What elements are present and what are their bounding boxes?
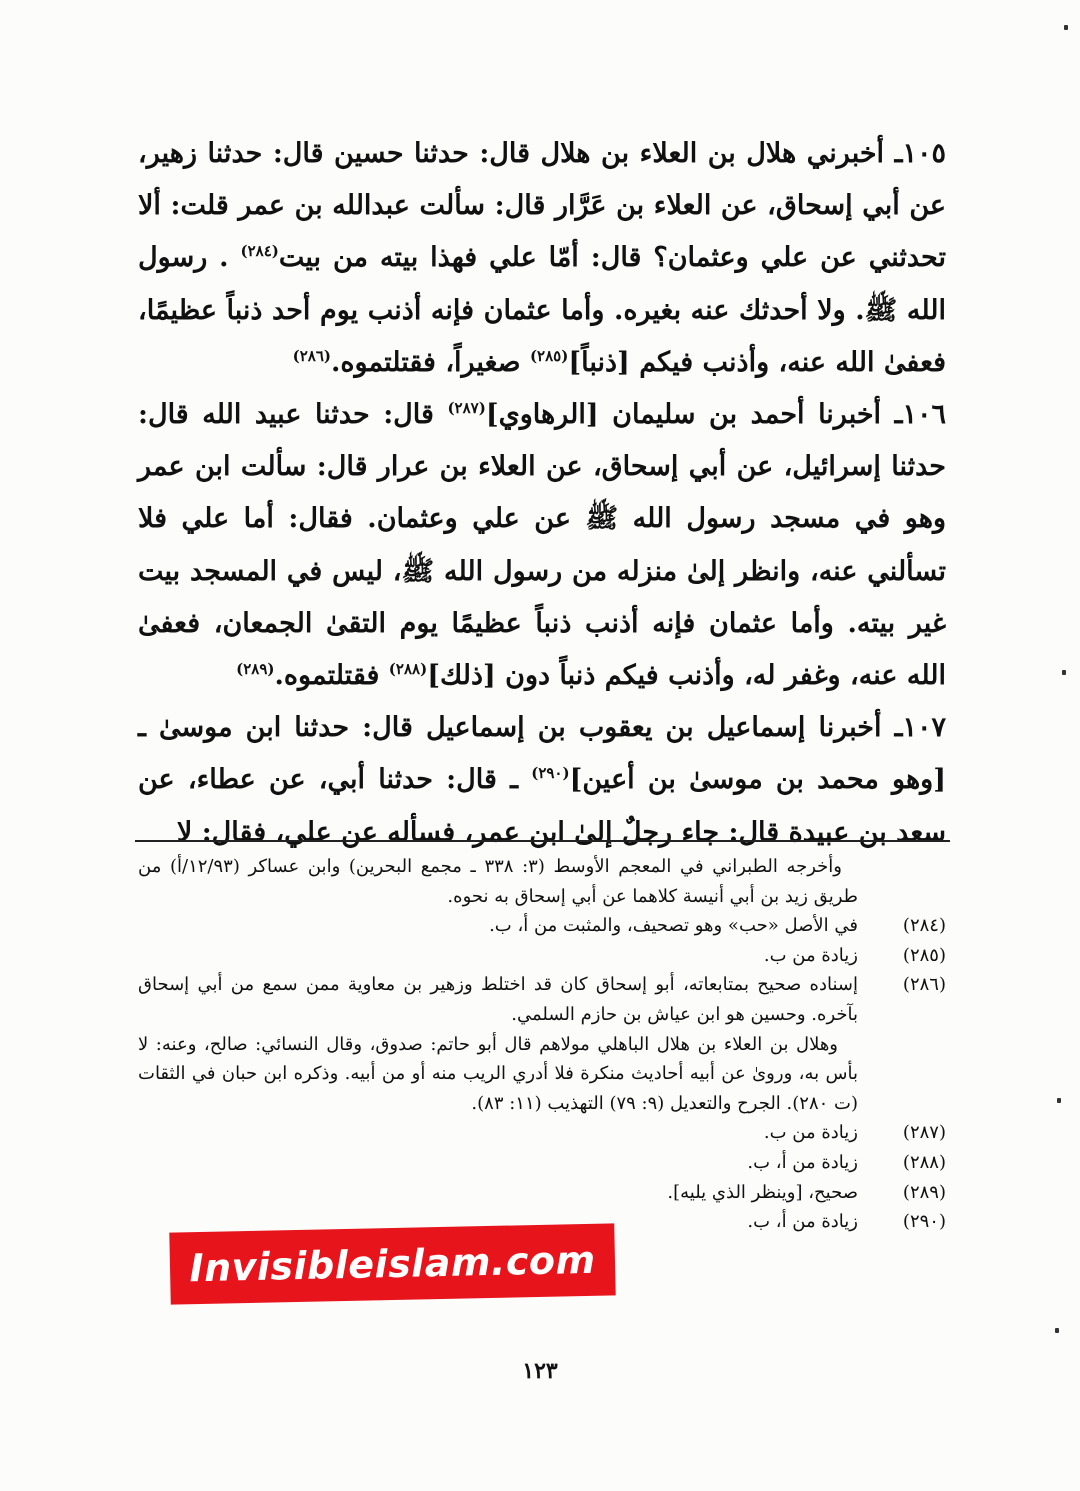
footnote-ref[interactable]: (٢٨٧): [447, 399, 486, 418]
watermark-banner: [169, 1223, 615, 1304]
footnote-number: (٢٨٨): [902, 1151, 946, 1173]
footnote-separator: [135, 840, 950, 842]
footnote-ref[interactable]: (٢٩٠): [531, 764, 570, 783]
footnote-text: في الأصل «حب» وهو تصحيف، والمثبت من أ، ب.: [489, 915, 858, 937]
footnote-text: صحيح، [وينظر الذي يليه].: [667, 1181, 858, 1203]
hadith-text: فقتلتموه.: [274, 660, 380, 692]
footnote-text: زيادة من أ، ب.: [747, 1151, 858, 1173]
footnote-text: وهلال بن العلاء بن هلال الباهلي مولاهم قال أبو حاتم: صدوق، وقال النسائي: صالح، وعنه: لا بأس به، وروىٰ عن أبيه أحاديث منكرة فلا أدري الريب منه أو من أبيه. وذكره ابن حبان في الثقات (ت ٢٨٠). الجرح والتعديل (٩: ٧٩) التهذيب (١١: ٨٣).: [138, 1033, 858, 1114]
footnote-text: وأخرجه الطبراني في المعجم الأوسط (٣: ٣٣٨ ـ مجمع البحرين) وابن عساكر (١٢/٩٣/أ) من طريق زيد بن أبي أنيسة كلاهما عن أبي إسحاق به نحوه.: [138, 856, 858, 907]
footnote-number: (٢٨٤): [902, 915, 946, 937]
footnote-ref[interactable]: (٢٨٩): [236, 660, 275, 679]
footnotes: [138, 852, 946, 1237]
hadith-number: ١٠٧ـ: [894, 712, 947, 744]
scan-speck: [1057, 1098, 1061, 1103]
footnote-289: [138, 1178, 946, 1208]
hadith-number: ١٠٥ـ: [894, 138, 947, 169]
footnote-286: [138, 970, 946, 1029]
footnote-285: [138, 941, 946, 971]
hadith-107: [138, 702, 946, 859]
hadith-text: أخبرني هلال بن العلاء بن هلال قال: حدثنا حسين قال: حدثنا زهير، عن أبي إسحاق، عن العلاء بن عَرَّار قال: سألت عبدالله بن عمر قلت: ألا تحدثني عن علي وعثمان؟ قال: أمّا علي فهذا بيته من بيت: [138, 138, 946, 274]
footnote-text: إسناده صحيح بمتابعاته، أبو إسحاق كان قد اختلط وزهير بن معاوية ممن سمع من أبي إسحاق بآخره. وحسين هو ابن عياش بن حازم السلمي.: [138, 974, 858, 1025]
scan-speck: [1064, 25, 1068, 30]
hadith-106: [138, 389, 946, 702]
footnote-number: (٢٩٠): [902, 1211, 946, 1233]
hadith-text: أخبرنا إسماعيل بن يعقوب بن إسماعيل قال: حدثنا ابن موسىٰ ـ [وهو محمد بن موسىٰ بن أعين]: [138, 712, 946, 796]
hadith-text: . رسول الله ﷺ. ولا أحدثك عنه بغيره. وأما عثمان فإنه أذنب يوم أحد ذنباً عظيمًا، فعفىٰ الله عنه، وأذنب فيكم [ذنباً]: [138, 242, 946, 378]
hadith-text: صغيراً، فقتلتموه.: [331, 346, 521, 378]
footnote-number: (٢٨٦): [902, 974, 946, 996]
footnote-text: زيادة من ب.: [763, 1122, 858, 1144]
hadith-text: ـ قال: حدثنا أبي، عن عطاء، عن سعد بن عبيدة قال: جاء رجلٌ إلىٰ ابن عمر، فسأله عن علي، فقال: لا: [138, 764, 946, 848]
footnote-288: [138, 1148, 946, 1178]
scan-speck: [1062, 670, 1066, 675]
page-number: ١٢٣: [522, 1358, 558, 1384]
footnote-number: (٢٨٧): [902, 1122, 946, 1144]
footnote-ref[interactable]: (٢٨٨): [388, 660, 428, 679]
hadith-text: أخبرنا أحمد بن سليمان [الرهاوي]: [485, 399, 882, 431]
footnote-284: [138, 911, 946, 941]
footnote-text: زيادة من أ، ب.: [747, 1211, 858, 1233]
footnote-286-paragraph: [138, 1030, 946, 1119]
hadith-105: [138, 128, 946, 389]
footnote-number: (٢٨٥): [902, 944, 946, 966]
hadith-number: ١٠٦ـ: [894, 399, 946, 431]
footnote-number: (٢٨٩): [902, 1181, 946, 1203]
main-hadith-text: [138, 128, 946, 859]
footnote-continuation: [138, 852, 946, 911]
footnote-ref[interactable]: (٢٨٦): [292, 346, 332, 365]
footnote-ref[interactable]: (٢٨٥): [529, 346, 569, 365]
watermark-text: Invisibleislam.com: [188, 1237, 597, 1291]
footnote-287: [138, 1118, 946, 1148]
scan-speck: [1055, 1328, 1059, 1333]
footnote-ref[interactable]: (٢٨٤): [240, 242, 279, 261]
footnote-text: زيادة من ب.: [763, 944, 858, 966]
hadith-text: قال: حدثنا عبيد الله قال: حدثنا إسرائيل، عن أبي إسحاق، عن العلاء بن عرار قال: سألت ابن عمر وهو في مسجد رسول الله ﷺ عن علي وعثمان. فقال: أما علي فلا تسألني عنه، وانظر إلىٰ منزله من رسول الله ﷺ، ليس في المسجد بيت غير بيته. وأما عثمان فإنه أذنب ذنباً عظيمًا يوم التقىٰ الجمعان، فعفىٰ الله عنه، وغفر له، وأذنب فيكم ذنباً دون [ذلك]: [138, 399, 946, 692]
